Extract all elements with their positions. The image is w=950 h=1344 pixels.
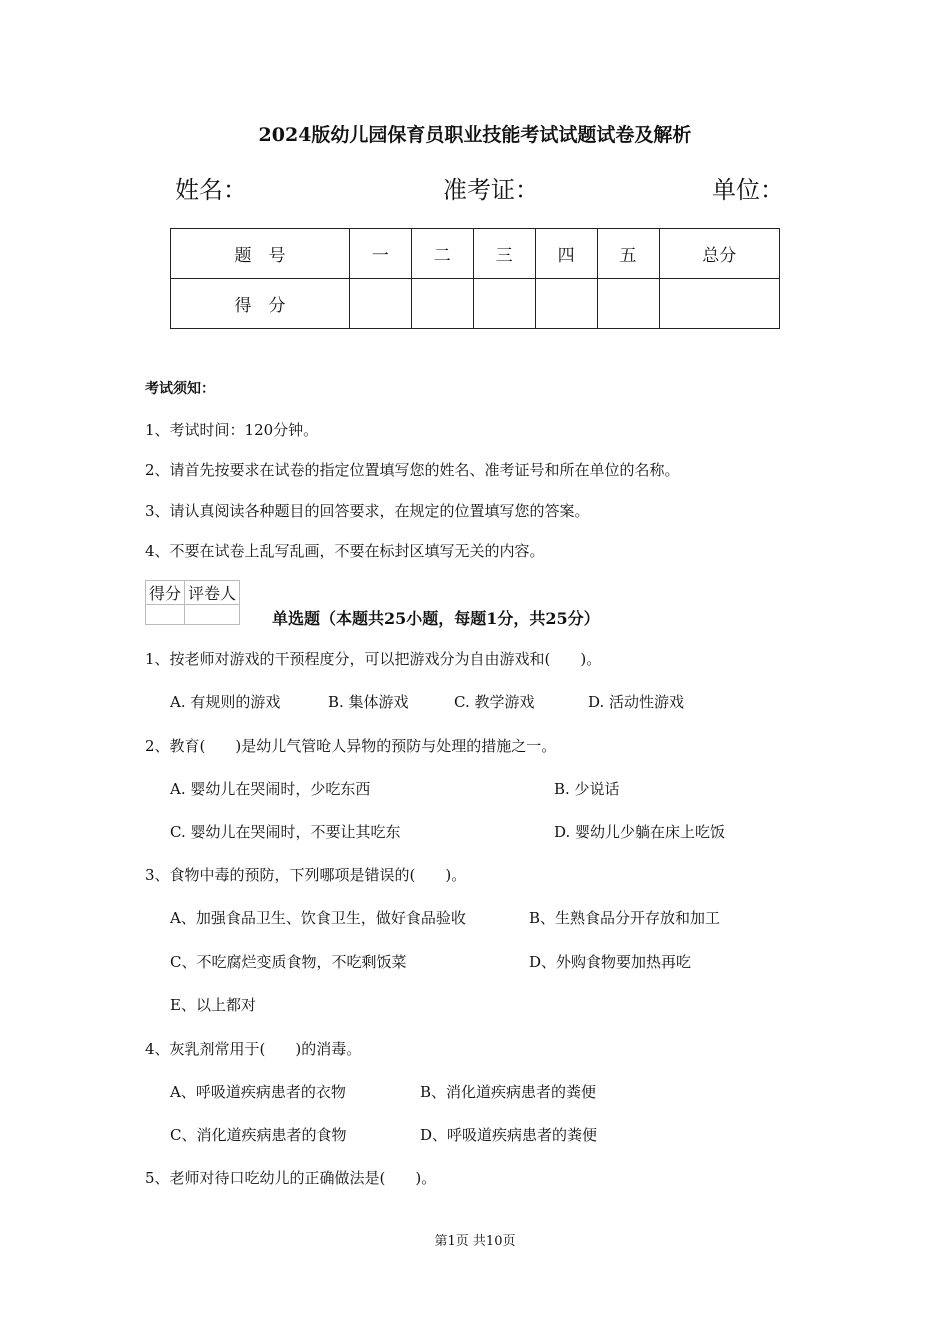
grader-reviewer-cell[interactable] — [185, 605, 240, 625]
notice-item: 3、请认真阅读各种题目的回答要求，在规定的位置填写您的答案。 — [145, 502, 590, 520]
option-c[interactable]: C. 教学游戏 — [454, 693, 535, 711]
score-row-label: 得 分 — [171, 279, 350, 329]
ticket-field-label: 准考证： — [443, 176, 539, 204]
score-header-cell: 题 号 — [171, 229, 350, 279]
score-cell[interactable] — [535, 279, 597, 329]
question-stem: 3、食物中毒的预防，下列哪项是错误的( )。 — [145, 866, 467, 884]
score-cell[interactable] — [473, 279, 535, 329]
option-d[interactable]: D、呼吸道疾病患者的粪便 — [420, 1126, 598, 1144]
score-cell[interactable] — [659, 279, 779, 329]
option-c[interactable]: C、消化道疾病患者的食物 — [170, 1126, 347, 1144]
option-b[interactable]: B. 少说话 — [554, 780, 620, 798]
score-table — [170, 228, 780, 329]
score-cell[interactable] — [349, 279, 411, 329]
notice-item: 1、考试时间：120分钟。 — [145, 421, 319, 439]
option-d[interactable]: D、外购食物要加热再吃 — [529, 953, 692, 971]
page-title: 2024版幼儿园保育员职业技能考试试题试卷及解析 — [258, 124, 692, 146]
option-b[interactable]: B、消化道疾病患者的粪便 — [420, 1083, 597, 1101]
option-b[interactable]: B. 集体游戏 — [328, 693, 409, 711]
score-cell[interactable] — [597, 279, 659, 329]
question-stem: 5、老师对待口吃幼儿的正确做法是( )。 — [145, 1169, 437, 1187]
option-d[interactable]: D. 婴幼儿少躺在床上吃饭 — [554, 823, 726, 841]
notice-heading: 考试须知： — [145, 381, 215, 397]
option-c[interactable]: C. 婴幼儿在哭闹时，不要让其吃东 — [170, 823, 401, 841]
question-stem: 4、灰乳剂常用于( )的消毒。 — [145, 1040, 362, 1058]
option-a[interactable]: A. 婴幼儿在哭闹时，少吃东西 — [170, 780, 371, 798]
option-e[interactable]: E、以上都对 — [170, 996, 256, 1014]
score-header-cell: 一 — [349, 229, 411, 279]
option-a[interactable]: A、加强食品卫生、饮食卫生，做好食品验收 — [170, 909, 466, 927]
grader-reviewer-label: 评卷人 — [185, 581, 240, 605]
grader-box — [145, 580, 240, 625]
score-header-cell: 二 — [411, 229, 473, 279]
option-b[interactable]: B、生熟食品分开存放和加工 — [529, 909, 721, 927]
question-stem: 1、按老师对游戏的干预程度分，可以把游戏分为自由游戏和( )。 — [145, 650, 602, 668]
name-field-label: 姓名： — [175, 176, 247, 204]
score-header-cell: 四 — [535, 229, 597, 279]
score-cell[interactable] — [411, 279, 473, 329]
option-c[interactable]: C、不吃腐烂变质食物，不吃剩饭菜 — [170, 953, 407, 971]
score-table-header-row — [171, 229, 780, 279]
unit-field-label: 单位： — [712, 176, 784, 204]
score-header-cell: 总分 — [659, 229, 779, 279]
score-header-cell: 三 — [473, 229, 535, 279]
grader-score-label: 得分 — [146, 581, 185, 605]
option-a[interactable]: A、呼吸道疾病患者的衣物 — [170, 1083, 346, 1101]
grader-score-cell[interactable] — [146, 605, 185, 625]
question-stem: 2、教育( )是幼儿气管呛人异物的预防与处理的措施之一。 — [145, 737, 557, 755]
score-table-score-row — [171, 279, 780, 329]
option-d[interactable]: D. 活动性游戏 — [588, 693, 685, 711]
score-header-cell: 五 — [597, 229, 659, 279]
notice-item: 4、不要在试卷上乱写乱画，不要在标封区填写无关的内容。 — [145, 542, 545, 560]
notice-item: 2、请首先按要求在试卷的指定位置填写您的姓名、准考证号和所在单位的名称。 — [145, 461, 680, 479]
page-footer: 第1页 共10页 — [434, 1234, 516, 1249]
option-a[interactable]: A. 有规则的游戏 — [170, 693, 281, 711]
section-title: 单选题（本题共25小题，每题1分，共25分） — [272, 609, 600, 628]
